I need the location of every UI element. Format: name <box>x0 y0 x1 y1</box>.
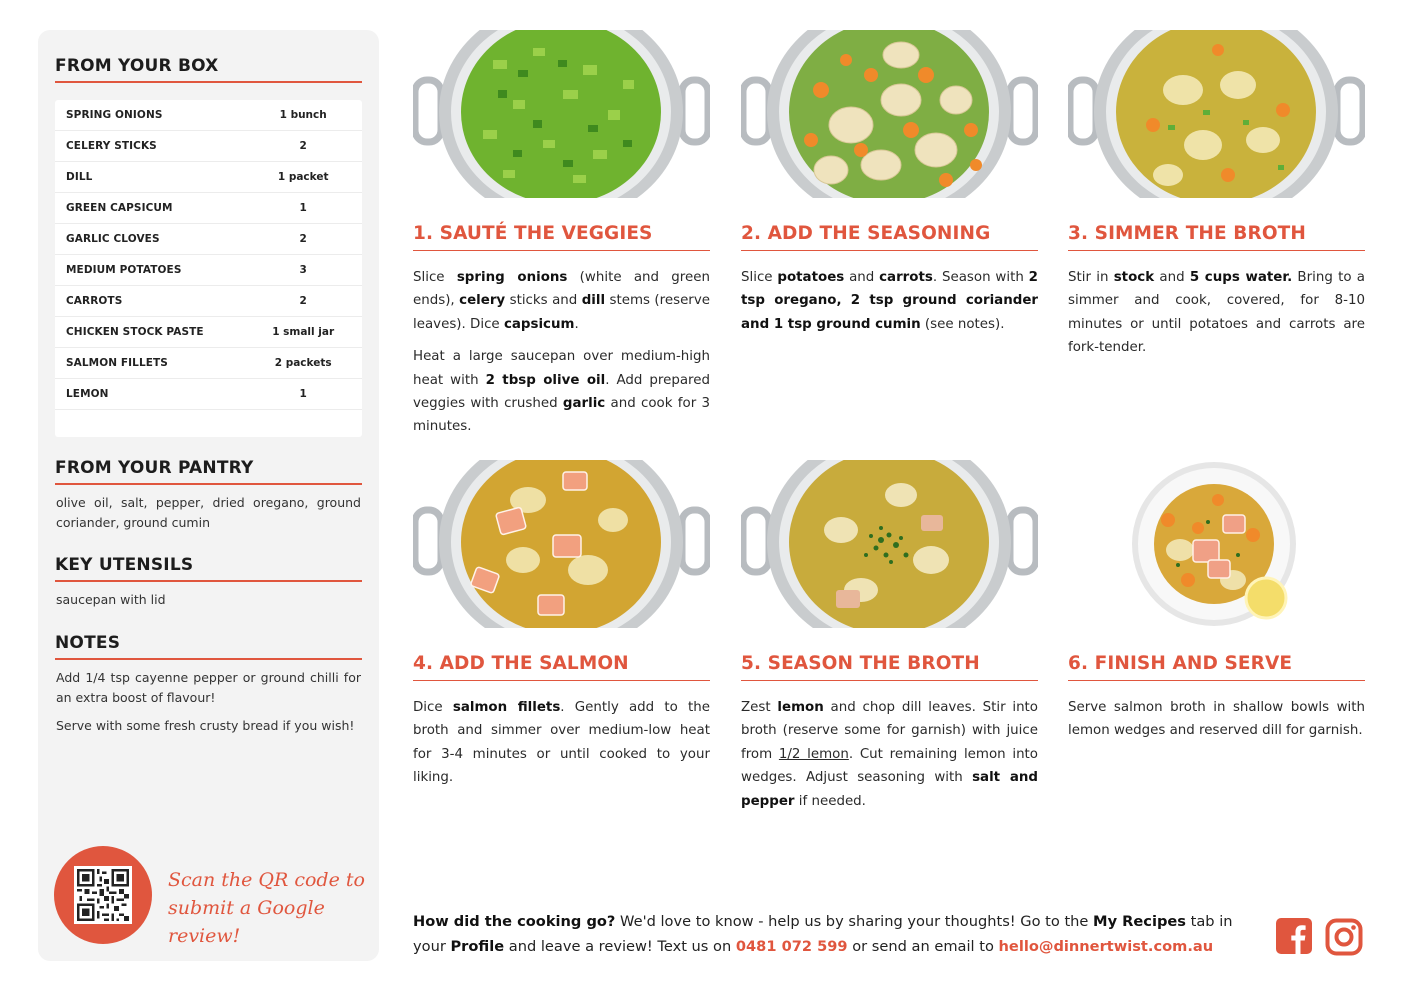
ingredient-name: MEDIUM POTATOES <box>66 264 182 276</box>
table-row <box>55 379 362 410</box>
step-1-paragraph-2: Heat a large saucepan over medium-high heat with 2 tbsp olive oil. Add prepared veggies with crushed garlic and cook for 3 minutes. <box>413 349 710 435</box>
step-6-paragraph-1: Serve salmon broth in shallow bowls with lemon wedges and reserved dill for garnish. <box>1068 700 1365 739</box>
qr-code-icon[interactable] <box>74 866 132 924</box>
ingredients-sidebar <box>38 30 379 961</box>
step-4-photo <box>413 460 710 628</box>
step-2 <box>741 30 1038 332</box>
facebook-icon[interactable] <box>1276 918 1314 956</box>
note-1: Add 1/4 tsp cayenne pepper or ground chilli for an extra boost of flavour! <box>56 670 361 705</box>
qr-badge[interactable] <box>54 846 152 944</box>
step-4-paragraph-1: Dice salmon fillets. Gently add to the broth and simmer over medium-low heat for 3-4 minutes or until cooked to your liking. <box>413 700 710 786</box>
from-your-box-heading: FROM YOUR BOX <box>55 56 362 83</box>
table-row <box>55 131 362 162</box>
step-1-body <box>413 266 710 448</box>
ingredient-name: SPRING ONIONS <box>66 109 163 121</box>
ingredient-name: DILL <box>66 171 93 183</box>
phone-link[interactable]: 0481 072 599 <box>735 938 848 955</box>
step-4-title: 4. ADD THE SALMON <box>413 653 710 681</box>
qr-caption-line-1: Scan the QR code to <box>168 869 365 891</box>
step-3 <box>1068 30 1365 356</box>
ingredient-name: CELERY STICKS <box>66 140 157 152</box>
step-2-title: 2. ADD THE SEASONING <box>741 223 1038 251</box>
ingredient-qty: 1 <box>299 202 307 214</box>
step-1-paragraph-1: Slice spring onions (white and green ends), celery sticks and dill stems (reserve leaves). Dice capsicum. <box>413 270 710 332</box>
step-1-title: 1. SAUTÉ THE VEGGIES <box>413 223 710 251</box>
utensils-text: saucepan with lid <box>56 592 166 607</box>
pantry-text: olive oil, salt, pepper, dried oregano, ground coriander, ground cumin <box>56 495 361 530</box>
ingredient-qty: 2 <box>299 140 307 152</box>
ingredient-qty: 1 packet <box>277 171 329 183</box>
step-5-body <box>741 696 1038 822</box>
step-6-photo <box>1068 460 1365 628</box>
ingredient-qty: 3 <box>299 264 307 276</box>
profile-link[interactable]: Profile <box>450 938 505 955</box>
step-2-body <box>741 266 1038 345</box>
ingredient-name: CARROTS <box>66 295 123 307</box>
key-utensils-heading: KEY UTENSILS <box>55 555 362 582</box>
from-your-pantry-heading: FROM YOUR PANTRY <box>55 458 362 485</box>
ingredient-name: GARLIC CLOVES <box>66 233 160 245</box>
ingredient-qty: 1 <box>299 388 307 400</box>
box-ingredients-table <box>55 100 362 437</box>
ingredient-qty: 1 bunch <box>279 109 327 121</box>
step-5-title: 5. SEASON THE BROTH <box>741 653 1038 681</box>
table-row <box>55 162 362 193</box>
ingredient-name: LEMON <box>66 388 109 400</box>
table-row <box>55 100 362 131</box>
table-row <box>55 255 362 286</box>
step-1-photo <box>413 30 710 198</box>
step-5 <box>741 460 1038 809</box>
instagram-icon[interactable] <box>1325 918 1363 956</box>
step-4-body <box>413 696 710 799</box>
ingredient-qty: 2 packets <box>274 357 332 369</box>
ingredient-name: CHICKEN STOCK PASTE <box>66 326 204 338</box>
step-3-paragraph-1: Stir in stock and 5 cups water. Bring to a simmer and cook, covered, for 8-10 minutes or until potatoes and carrots are fork-tender. <box>1068 270 1365 356</box>
ingredient-qty: 2 <box>299 295 307 307</box>
step-2-paragraph-1: Slice potatoes and carrots. Season with 2 tsp oregano, 2 tsp ground coriander and 1 tsp ground cumin (see notes). <box>741 270 1038 332</box>
table-row <box>55 193 362 224</box>
footer-question: How did the cooking go? <box>413 913 616 930</box>
note-2: Serve with some fresh crusty bread if you wish! <box>56 718 355 733</box>
ingredient-qty: 1 small jar <box>272 326 335 338</box>
table-row <box>55 348 362 379</box>
step-6-title: 6. FINISH AND SERVE <box>1068 653 1365 681</box>
qr-review-caption <box>168 866 368 950</box>
notes-heading: NOTES <box>55 633 362 660</box>
step-1 <box>413 30 710 435</box>
step-5-paragraph-1: Zest lemon and chop dill leaves. Stir into broth (reserve some for garnish) with juice from 1/2 lemon. Cut remaining lemon into wedges. Adjust seasoning with salt and pepper if needed. <box>741 700 1038 809</box>
qr-caption-line-2: submit a Google review! <box>168 897 325 947</box>
step-5-photo <box>741 460 1038 628</box>
step-6 <box>1068 460 1365 739</box>
my-recipes-link[interactable]: My Recipes <box>1093 913 1186 930</box>
step-2-photo <box>741 30 1038 198</box>
review-footer: How did the cooking go? We'd love to know - help us by sharing your thoughts! Go to the My Recipes tab in your Profile and leave a review! Text us on 0481 072 599 or send an email to hello@dinnertwist.com.au <box>413 913 1233 955</box>
ingredient-qty: 2 <box>299 233 307 245</box>
step-3-photo <box>1068 30 1365 198</box>
email-link[interactable]: hello@dinnertwist.com.au <box>998 938 1214 955</box>
ingredient-name: SALMON FILLETS <box>66 357 168 369</box>
step-6-body <box>1068 696 1365 752</box>
step-3-title: 3. SIMMER THE BROTH <box>1068 223 1365 251</box>
table-row <box>55 317 362 348</box>
table-row <box>55 286 362 317</box>
ingredient-name: GREEN CAPSICUM <box>66 202 173 214</box>
step-4 <box>413 460 710 786</box>
step-3-body <box>1068 266 1365 369</box>
table-row <box>55 224 362 255</box>
